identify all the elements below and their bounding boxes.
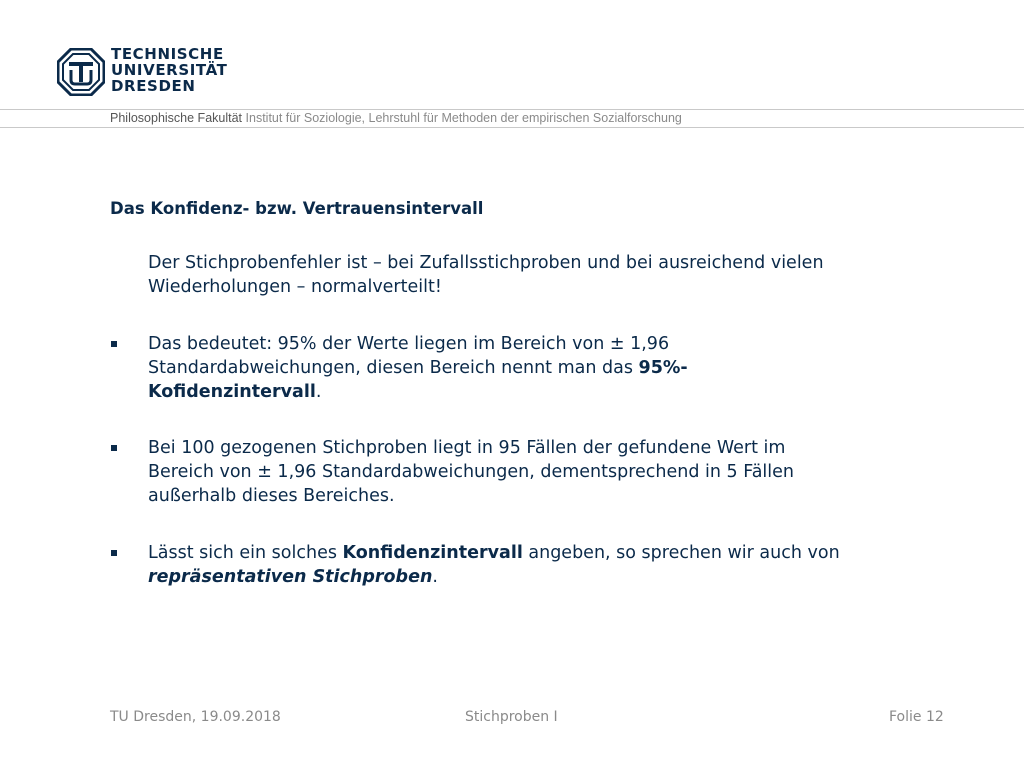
bullet-1-text-2: Standardabweichungen, diesen Bereich nennt man das <box>148 358 639 378</box>
tu-dresden-logo <box>57 46 227 100</box>
logo-line-3: DRESDEN <box>111 77 196 95</box>
tu-dresden-emblem-icon <box>57 48 105 96</box>
bullet-2-line-3: außerhalb dieses Bereiches. <box>148 486 395 506</box>
logo-wordmark <box>111 46 227 94</box>
bullet-2-line-2: Bereich von ± 1,96 Standardabweichungen, dementsprechend in 5 Fällen <box>148 462 794 482</box>
bullet-square-icon <box>111 550 117 556</box>
slide-title: Das Konfidenz- bzw. Vertrauensintervall <box>110 199 484 218</box>
bullet-3-text-2: angeben, so sprechen wir auch von <box>522 543 840 563</box>
logo-line-1: TECHNISCHE <box>111 45 224 63</box>
bullet-1-bold-2: Kofidenzintervall <box>148 382 316 402</box>
intro-line-1: Der Stichprobenfehler ist – bei Zufallsstichproben und bei ausreichend vielen <box>148 253 824 273</box>
bullet-item-3 <box>110 541 960 589</box>
slide-content <box>110 198 960 589</box>
bullet-item-2 <box>110 436 960 508</box>
logo-line-2: UNIVERSITÄT <box>111 61 228 79</box>
bullet-1-text-3: . <box>315 382 322 402</box>
bullet-square-icon <box>111 341 117 347</box>
intro-paragraph <box>110 251 960 299</box>
bullet-3-bold-1: Konfidenzintervall <box>342 543 523 563</box>
bullet-1-text-1: Das bedeutet: 95% der Werte liegen im Bereich von ± 1,96 <box>148 334 670 354</box>
institute-name: Institut für Soziologie, Lehrstuhl für Methoden der empirischen Sozialforschung <box>245 111 682 125</box>
bullet-2-line-1: Bei 100 gezogenen Stichproben liegt in 95 Fällen der gefundene Wert im <box>148 438 786 458</box>
bullet-3-text-3: . <box>432 567 438 587</box>
faculty-line <box>110 111 682 126</box>
intro-line-2: Wiederholungen – normalverteilt! <box>148 277 442 297</box>
bullet-3-bold-italic: repräsentativen Stichproben <box>148 567 433 587</box>
footer-date: TU Dresden, 19.09.2018 <box>110 709 281 725</box>
bullet-item-1 <box>110 332 960 404</box>
faculty-bar <box>0 109 1024 128</box>
footer-topic: Stichproben I <box>465 709 558 725</box>
bullet-3-text-1: Lässt sich ein solches <box>148 543 343 563</box>
bullet-1-bold-1: 95%- <box>638 358 688 378</box>
footer-slide-number: Folie 12 <box>889 709 944 725</box>
faculty-name: Philosophische Fakultät <box>110 111 243 125</box>
bullet-square-icon <box>111 445 117 451</box>
